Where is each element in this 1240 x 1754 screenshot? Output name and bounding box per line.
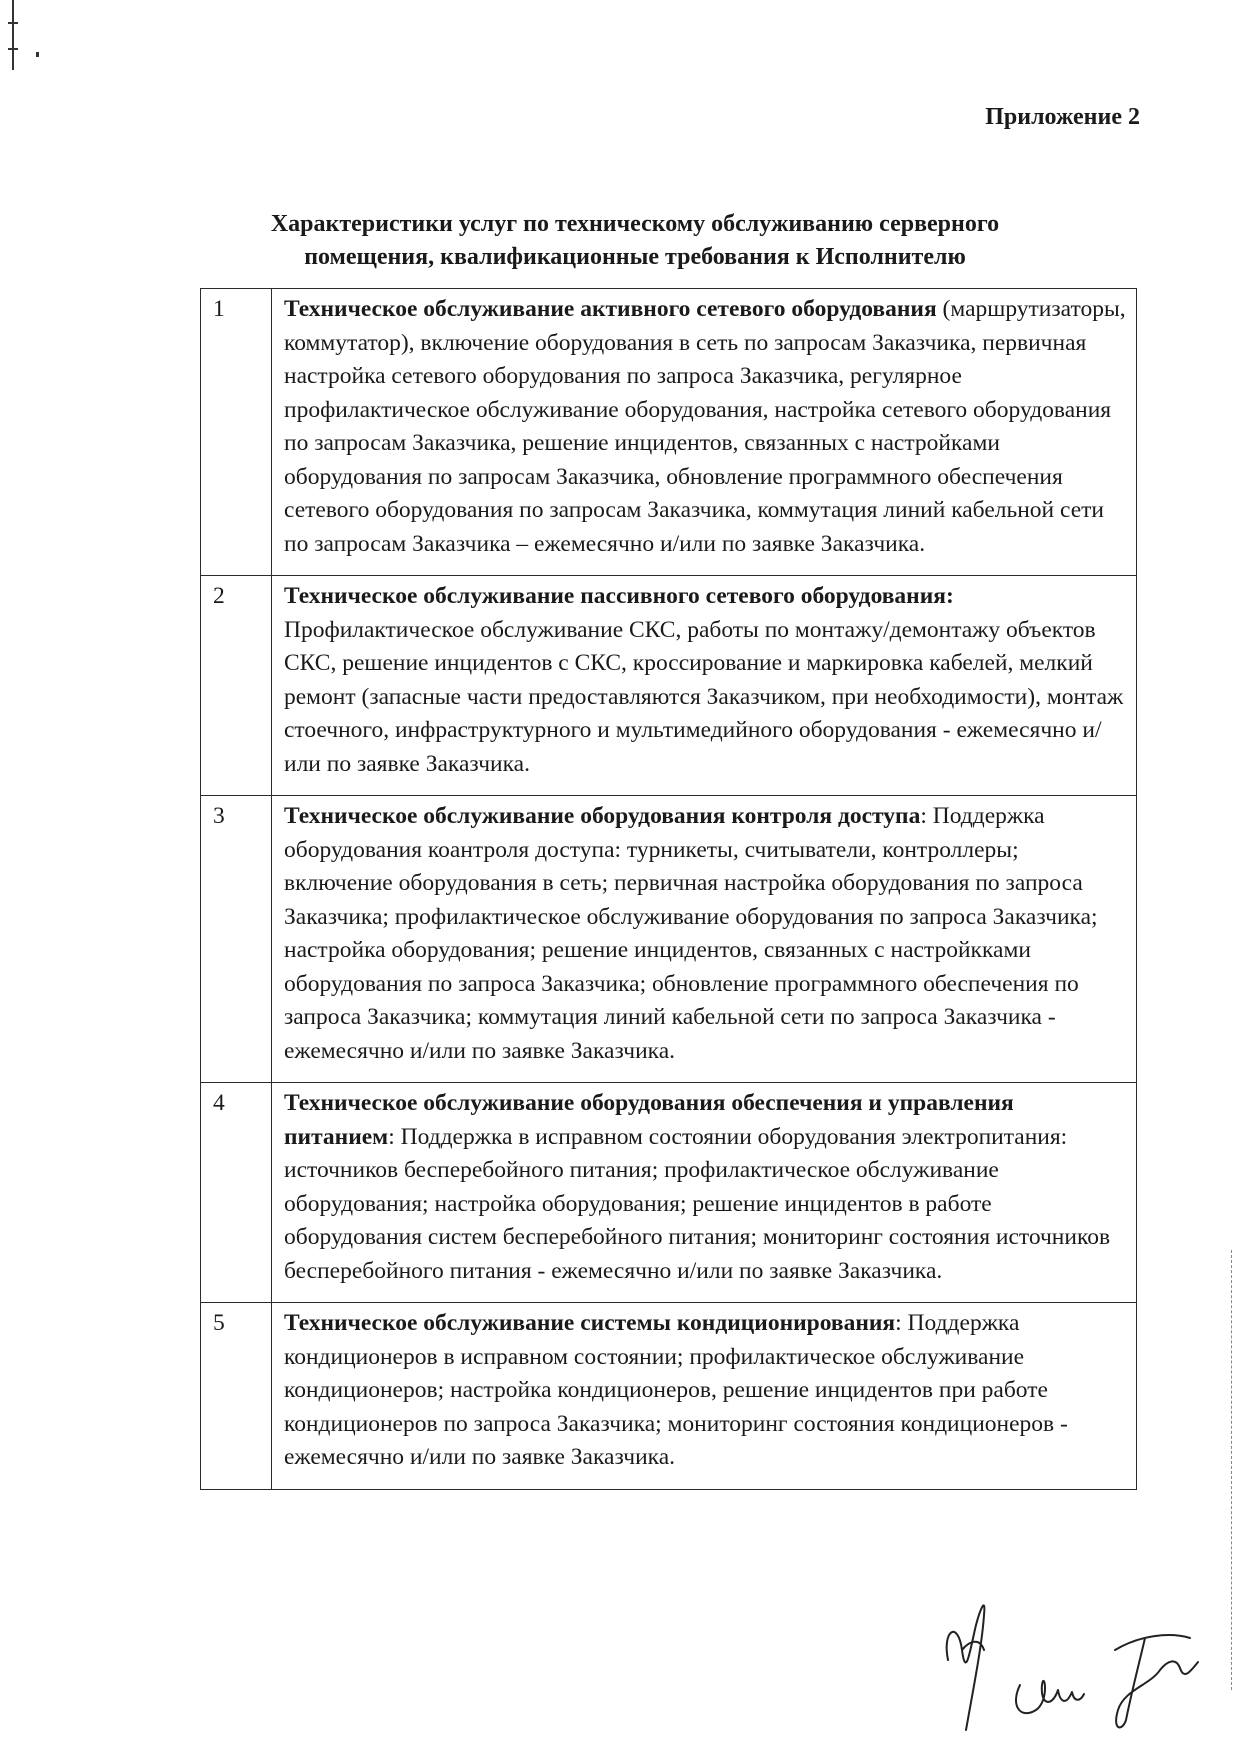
table-row xyxy=(201,1083,1137,1303)
scan-margin-rule xyxy=(12,0,14,70)
signature-1 xyxy=(947,1605,985,1730)
appendix-label: Приложение 2 xyxy=(985,104,1140,130)
table-row xyxy=(201,796,1137,1083)
scan-margin-tick xyxy=(8,22,18,24)
scan-speck xyxy=(36,52,39,57)
row-description xyxy=(272,1303,1137,1490)
row-number: 3 xyxy=(201,796,272,1083)
title-line-2: помещения, квалификационные требования к Исполнителю xyxy=(304,244,966,270)
row-text: (маршрутизаторы, коммутатор), включение оборудования в сеть по запросам Заказчика, первичная настройка сетевого оборудования по запроса Заказчика, регулярное профилактическое обслуживание оборудования, настройка сетевого оборудования по запросам Заказчика, решение инцидентов, связанных с настройками оборудования по запросам Заказчика, обновление программного обеспечения сетевого оборудования по запросам Заказчика, коммутация линий кабельной сети по запросам Заказчика – ежемесячно и/или по заявке Заказчика. xyxy=(284,296,1126,557)
row-description xyxy=(272,796,1137,1083)
row-heading: Техническое обслуживание системы кондиционирования xyxy=(284,1310,896,1336)
row-number: 2 xyxy=(201,576,272,796)
row-heading: Техническое обслуживание оборудования обеспечения и управления питанием xyxy=(284,1090,1014,1150)
row-number: 4 xyxy=(201,1083,272,1303)
row-heading: Техническое обслуживание активного сетевого оборудования xyxy=(284,296,937,322)
signature-2 xyxy=(1016,1681,1084,1713)
row-description xyxy=(272,576,1137,796)
scan-edge-marks xyxy=(1223,1250,1232,1690)
row-number: 1 xyxy=(201,289,272,576)
row-text: : Поддержка в исправном состоянии оборудования электропитания: источников бесперебойного питания; профилактическое обслуживание оборудования; настройка оборудования; решение инцидентов в работе оборудования систем бесперебойного питания; мониторинг состояния источников бесперебойного питания - ежемесячно и/или по заявке Заказчика. xyxy=(284,1123,1111,1284)
row-heading: Техническое обслуживание оборудования контроля доступа xyxy=(284,803,921,829)
title-line-1: Характеристики услуг по техническому обслуживанию серверного xyxy=(270,211,1000,237)
row-description xyxy=(272,289,1137,576)
row-heading: Техническое обслуживание пассивного сетевого оборудования: xyxy=(284,583,954,609)
table-row xyxy=(201,576,1137,796)
signatures xyxy=(940,1590,1210,1740)
table-row xyxy=(201,289,1137,576)
signature-3 xyxy=(1115,1635,1198,1727)
services-table xyxy=(200,288,1137,1490)
row-text: Профилактическое обслуживание СКС, работы по монтажу/демонтажу объектов СКС, решение инцидентов с СКС, кроссирование и маркировка кабелей, мелкий ремонт (запасные части предоставляются Заказчиком, при необходимости), монтаж стоечного, инфраструктурного и мультимедийного оборудования - ежемесячно и/или по заявке Заказчика. xyxy=(284,616,1124,777)
row-description xyxy=(272,1083,1137,1303)
row-text: : Поддержка оборудования коантроля доступа: турникеты, считыватели, контроллеры; включение оборудования в сеть; первичная настройка оборудования по запроса Заказчика; профилактическое обслуживание оборудования по запроса Заказчика; настройка оборудования; решение инцидентов, связанных с настройкками оборудования по запроса Заказчика; обновление программного обеспечения по запроса Заказчика; коммутация линий кабельной сети по запроса Заказчика - ежемесячно и/или по заявке Заказчика. xyxy=(284,803,1098,1064)
row-text: : Поддержка кондиционеров в исправном состоянии; профилактическое обслуживание кондиционеров; настройка кондиционеров, решение инцидентов при работе кондиционеров по запроса Заказчика; мониторинг состояния кондиционеров - ежемесячно и/или по заявке Заказчика. xyxy=(284,1310,1068,1470)
table-row xyxy=(201,1303,1137,1490)
scan-margin-tick xyxy=(8,48,18,50)
row-number: 5 xyxy=(201,1303,272,1490)
document-title xyxy=(200,208,1070,274)
